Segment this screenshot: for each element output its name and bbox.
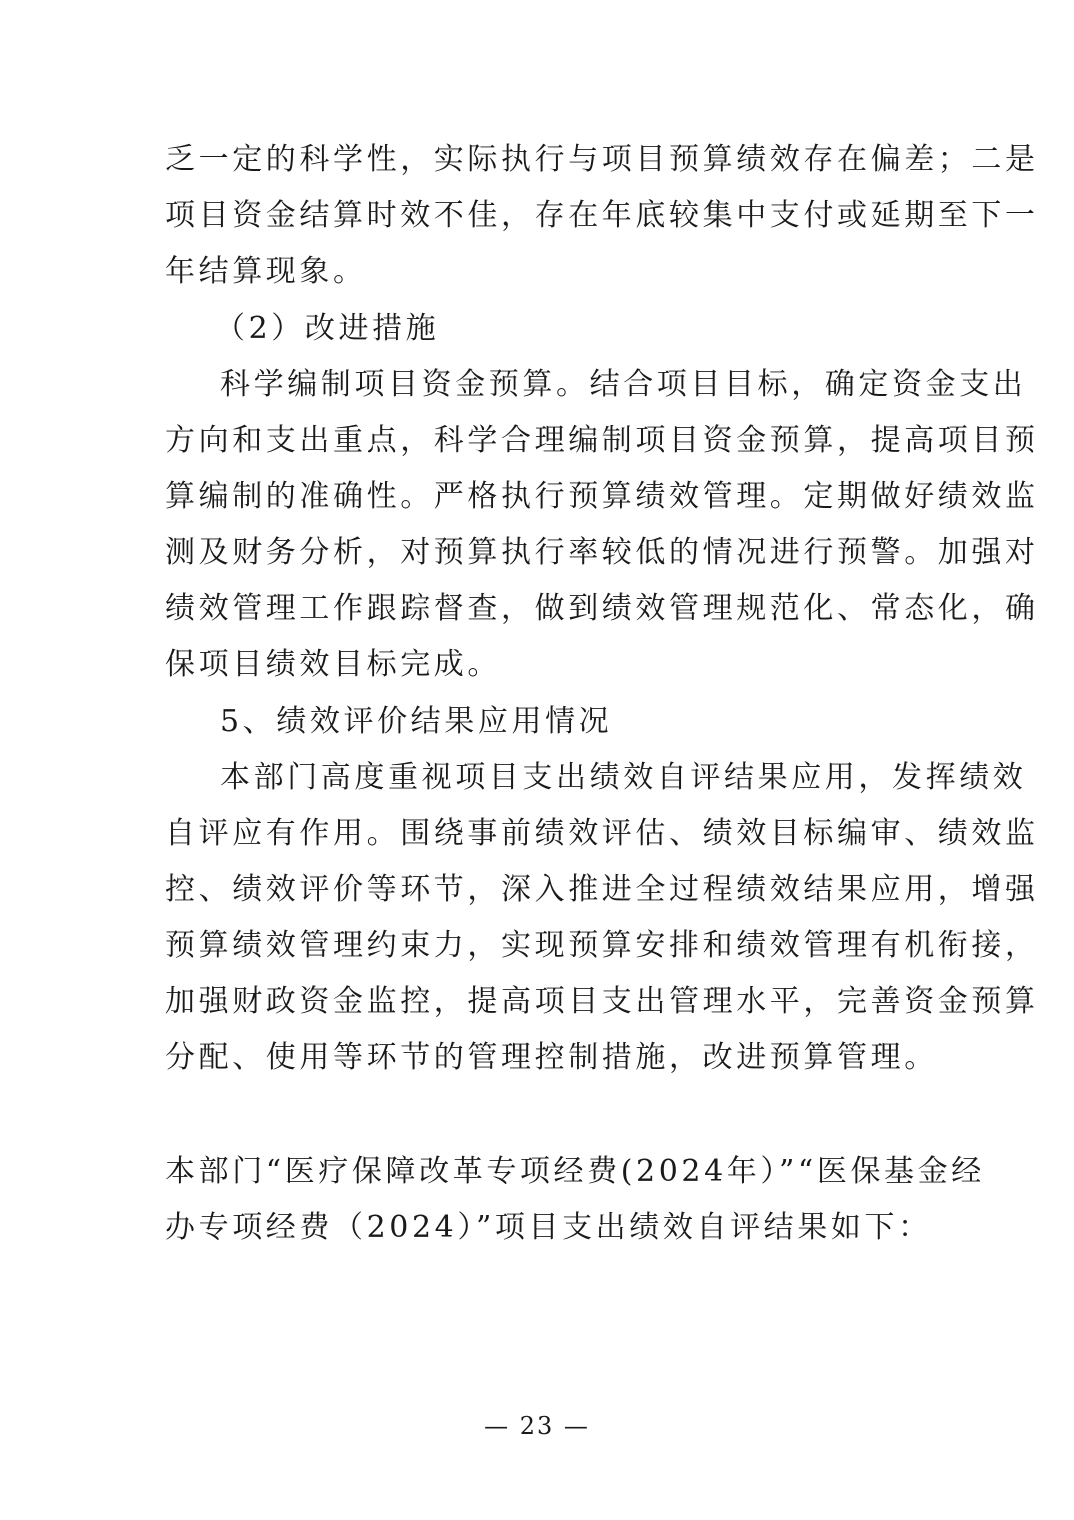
body-text-line: 控、绩效评价等环节，深入推进全过程绩效结果应用，增强 xyxy=(165,872,1039,907)
body-text-line: 方向和支出重点，科学合理编制项目资金预算，提高项目预 xyxy=(165,423,1039,458)
body-text-line: 分配、使用等环节的管理控制措施，改进预算管理。 xyxy=(165,1040,938,1075)
body-text-line: 办专项经费（2024）”项目支出绩效自评结果如下： xyxy=(165,1210,932,1245)
body-text-line: 绩效管理工作跟踪督查，做到绩效管理规范化、常态化，确 xyxy=(165,591,1039,626)
body-text-line: 本部门“医疗保障改革专项经费(2024年）”“医保基金经 xyxy=(165,1154,985,1189)
body-text-line: 预算绩效管理约束力，实现预算安排和绩效管理有机衔接， xyxy=(165,928,1039,963)
body-text-line: 算编制的准确性。严格执行预算绩效管理。定期做好绩效监 xyxy=(165,479,1039,514)
body-text-line: 测及财务分析，对预算执行率较低的情况进行预警。加强对 xyxy=(165,535,1039,570)
body-text-line: 项目资金结算时效不佳，存在年底较集中支付或延期至下一 xyxy=(165,198,1039,233)
page-number: — 23 — xyxy=(484,1412,590,1440)
body-text-line: 年结算现象。 xyxy=(165,254,367,289)
body-text-line: 保项目绩效目标完成。 xyxy=(165,647,501,682)
paragraph-start-line: 本部门高度重视项目支出绩效自评结果应用，发挥绩效 xyxy=(220,760,1027,795)
section-heading: （2）改进措施 xyxy=(215,311,440,346)
body-text-line: 自评应有作用。围绕事前绩效评估、绩效目标编审、绩效监 xyxy=(165,816,1039,851)
section-heading: 5、绩效评价结果应用情况 xyxy=(220,704,613,739)
body-text-line: 乏一定的科学性，实际执行与项目预算绩效存在偏差；二是 xyxy=(165,142,1039,177)
body-text-line: 加强财政资金监控，提高项目支出管理水平，完善资金预算 xyxy=(165,984,1039,1019)
paragraph-start-line: 科学编制项目资金预算。结合项目目标，确定资金支出 xyxy=(220,367,1027,402)
